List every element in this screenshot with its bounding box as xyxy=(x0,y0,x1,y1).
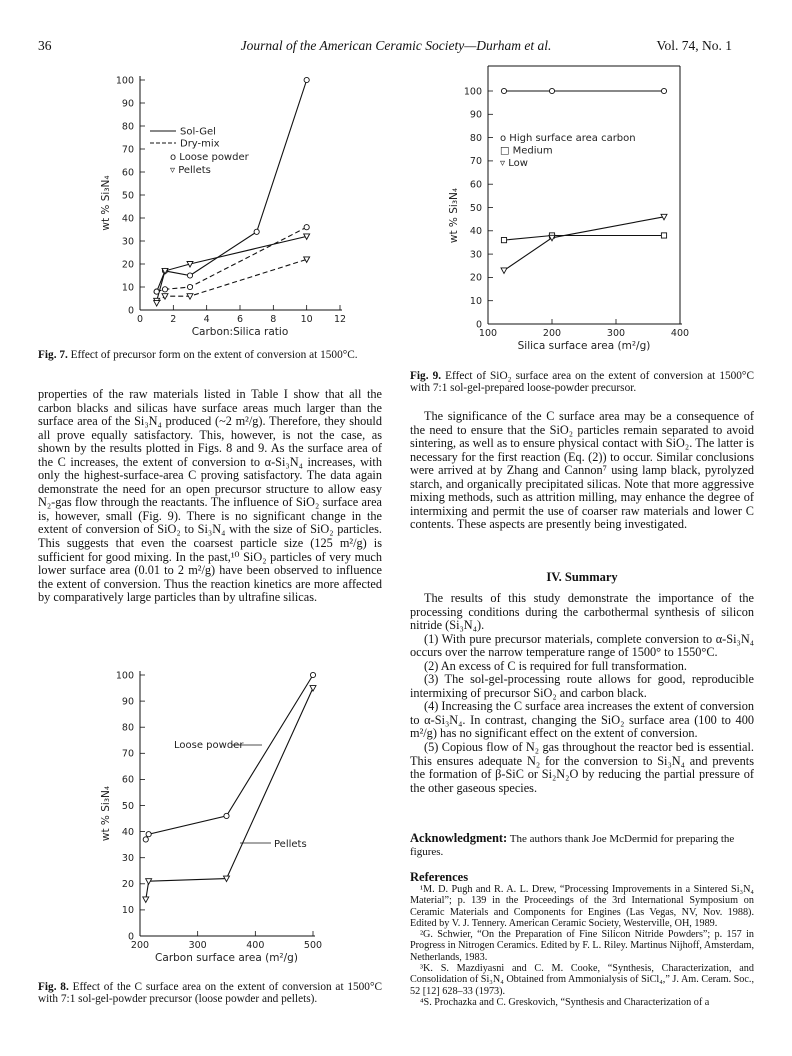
fig7-y-tick-label: 0 xyxy=(127,305,134,317)
fig7-series-line xyxy=(157,227,307,291)
references-heading: References xyxy=(410,870,469,884)
fig7-caption xyxy=(38,349,382,361)
fig7-caption-label: Fig. 7. xyxy=(38,349,68,361)
fig8-data-point xyxy=(143,897,149,903)
fig7-x-tick-label: 4 xyxy=(203,314,210,325)
fig9-legend-entry: ▿ Low xyxy=(500,158,528,169)
fig9-series-line xyxy=(504,217,664,271)
fig8-data-point xyxy=(224,813,229,818)
fig8-y-tick-label: 80 xyxy=(121,722,134,734)
summary-body xyxy=(410,592,754,795)
fig9-legend-entry: □ Medium xyxy=(500,145,553,157)
summary-item-2: (2) An excess of C is required for full transformation. xyxy=(424,658,687,673)
fig9-x-tick-label: 100 xyxy=(478,328,498,339)
fig7-y-tick-label: 60 xyxy=(121,167,134,179)
fig8-data-point xyxy=(310,672,315,677)
fig8-x-tick-label: 500 xyxy=(303,940,323,951)
fig9-y-tick-label: 20 xyxy=(469,272,482,284)
fig7-data-point xyxy=(304,225,309,230)
fig8-annotation-pellets: Pellets xyxy=(274,839,307,850)
fig9-y-axis-label: wt % Si₃N₄ xyxy=(448,187,460,244)
fig7-data-point xyxy=(304,77,309,82)
fig7-legend-entry: Sol-Gel xyxy=(180,126,216,138)
fig7-x-tick-label: 6 xyxy=(236,314,244,325)
acknowledgment-label: Acknowledgment: xyxy=(410,831,508,845)
fig7-series-line xyxy=(157,236,307,300)
fig7-legend-entry: ▿ Pellets xyxy=(170,165,211,176)
fig7-legend-entry: Dry-mix xyxy=(180,138,220,150)
fig7-x-tick-label: 10 xyxy=(300,314,313,325)
fig7-y-tick-label: 20 xyxy=(121,259,134,271)
fig7-y-axis-label: wt % Si₃N₄ xyxy=(100,175,112,231)
journal-running-title: Journal of the American Ceramic Society—Durham et al. xyxy=(240,38,552,53)
acknowledgment-text: The authors thank Joe McDermid for preparing the figures. xyxy=(410,833,735,858)
fig9-y-tick-label: 50 xyxy=(469,202,482,214)
reference-1: ¹M. D. Pugh and R. A. L. Drew, “Processing Improvements in a Sintered Si₃N₄ Material”; p. 139 in the Proceedings of the 3rd International Symposium on Ceramic Materials and Components for Engines (Las Vegas, NV, Nov. 1988). Edited by V. J. Tennery. American Ceramic Society, Westerville, OH, 1989. xyxy=(410,884,754,929)
summary-item-5: (5) Copious flow of N₂ gas throughout the reactor bed is essential. This ensures adequate N₂ for the conversion to Si₃N₄ and prevents the formation of β-SiC or Si₂N₂O by reducing the partial pressure of the other gaseous species. xyxy=(410,740,754,795)
fig8-caption xyxy=(38,981,382,1006)
fig8-y-tick-label: 20 xyxy=(121,879,134,891)
fig8-y-tick-label: 90 xyxy=(121,696,134,708)
fig9-y-tick-label: 0 xyxy=(475,319,482,331)
fig9-y-tick-label: 60 xyxy=(469,179,482,191)
fig9-series-line xyxy=(504,236,664,241)
right-body-text xyxy=(410,410,754,532)
fig9-y-tick-label: 70 xyxy=(469,156,482,168)
fig7-y-tick-label: 40 xyxy=(121,213,134,225)
fig9-data-point xyxy=(661,88,666,93)
fig8-plot xyxy=(100,670,322,964)
fig8-x-tick-label: 200 xyxy=(130,940,150,951)
fig9-plot xyxy=(448,66,689,352)
summary-item-3: (3) The sol-gel-processing route allows for good, reproducible intermixing of precursor SiO₂ and carbon black. xyxy=(410,672,754,700)
fig9-data-point xyxy=(501,88,506,93)
fig8-x-tick-label: 400 xyxy=(246,940,265,951)
summary-item-1: (1) With pure precursor materials, complete conversion to α-Si₃N₄ occurs over the narrow temperature range of 1500° to 1550°C. xyxy=(410,631,754,660)
reference-4: ⁴S. Prochazka and C. Greskovich, “Synthesis and Characterization of a xyxy=(420,996,710,1008)
fig9-x-tick-label: 200 xyxy=(542,328,562,339)
fig8-y-tick-label: 10 xyxy=(121,905,134,917)
fig9-legend xyxy=(500,133,636,169)
fig7-y-tick-label: 10 xyxy=(121,282,134,294)
fig8-data-point xyxy=(310,686,316,692)
right-paragraph: The significance of the C surface area may be a consequence of the need to ensure that the SiO₂ particles remain separated to avoid sintering, as well as to ensure physical contact with SiO₂. The latter is necessary for the first reaction (Eq. (2)) to occur. Similar conclusions were arrived at by Zhang and Cannon⁷ using lamp black, pyrolyzed starch, and organically precipitated silicas. Note that more aggressive mixing methods, such as attrition milling, may enhance the degree of intermixing and permit the use of coarser raw materials and lower C contents. These aspects are presently being investigated. xyxy=(410,409,754,532)
fig7-data-point xyxy=(162,287,167,292)
fig7-data-point xyxy=(254,229,259,234)
fig7-y-tick-label: 80 xyxy=(121,121,134,133)
fig7-x-tick-label: 2 xyxy=(170,314,177,325)
fig8-caption-text: Effect of the C surface area on the extent of conversion at 1500°C with 7:1 sol-gel-powder precursor (loose powder and pellets). xyxy=(38,981,383,1006)
fig8-y-tick-label: 60 xyxy=(121,774,134,786)
fig7-y-tick-label: 30 xyxy=(121,236,134,248)
fig7-plot xyxy=(100,75,346,338)
fig9-x-axis-label: Silica surface area (m²/g) xyxy=(517,340,651,352)
fig7-data-point xyxy=(187,284,192,289)
fig8-x-axis-label: Carbon surface area (m²/g) xyxy=(155,952,298,964)
fig9-x-tick-label: 300 xyxy=(606,328,626,339)
fig8-series-line xyxy=(146,675,313,839)
fig9-data-point xyxy=(501,238,506,243)
fig7-y-tick-label: 100 xyxy=(115,75,134,87)
fig9-caption-label: Fig. 9. xyxy=(410,370,442,382)
fig8-y-tick-label: 100 xyxy=(115,670,134,682)
fig9-data-point xyxy=(661,233,666,238)
fig7-x-tick-label: 0 xyxy=(136,314,144,325)
fig9-caption xyxy=(410,370,754,395)
fig9-y-tick-label: 10 xyxy=(469,296,482,307)
fig9-x-tick-label: 400 xyxy=(670,328,690,339)
references-list xyxy=(410,884,754,1008)
volume-issue: Vol. 74, No. 1 xyxy=(656,38,732,53)
fig7-legend xyxy=(150,127,250,177)
fig7-x-tick-label: 8 xyxy=(270,314,277,325)
fig7-x-axis-label: Carbon:Silica ratio xyxy=(191,326,289,338)
fig8-y-tick-label: 40 xyxy=(121,826,134,838)
fig8-y-tick-label: 50 xyxy=(121,800,134,812)
fig9-y-tick-label: 90 xyxy=(469,109,482,121)
fig7-y-tick-label: 70 xyxy=(121,144,134,156)
fig7-legend-entry: o Loose powder xyxy=(170,152,249,163)
fig8-data-point xyxy=(143,837,148,842)
fig8-data-point xyxy=(146,832,151,837)
fig8-annotations xyxy=(174,740,307,850)
reference-3: ³K. S. Mazdiyasni and C. M. Cooke, “Synthesis, Characterization, and Consolidation of Si₃N₄ Obtained from Ammonialysis of SiCl₄,” J. Am. Ceram. Soc., 52 [12] 628–33 (1973). xyxy=(410,963,754,997)
page-number: 36 xyxy=(38,38,52,53)
summary-heading: IV. Summary xyxy=(546,570,618,584)
fig8-y-tick-label: 30 xyxy=(121,853,134,864)
fig7-series-line xyxy=(157,80,307,292)
fig9-y-tick-label: 80 xyxy=(469,132,482,144)
fig9-data-point xyxy=(549,88,554,93)
fig9-y-tick-label: 100 xyxy=(463,86,482,98)
fig7-data-point xyxy=(154,289,159,294)
fig9-y-tick-label: 30 xyxy=(469,249,482,261)
fig9-legend-entry: o High surface area carbon xyxy=(500,133,636,144)
acknowledgment xyxy=(410,832,754,858)
fig7-data-point xyxy=(187,273,192,278)
fig8-x-tick-label: 300 xyxy=(188,940,207,951)
fig8-y-tick-label: 0 xyxy=(127,931,134,943)
summary-intro: The results of this study demonstrate the importance of the processing conditions during the carbothermal synthesis of silicon nitride (Si₃N₄). xyxy=(410,591,754,633)
fig8-annotation-loose-powder: Loose powder xyxy=(174,740,244,751)
fig7-y-tick-label: 50 xyxy=(121,190,134,202)
fig9-data-point xyxy=(501,268,507,274)
reference-2: ²G. Schwier, “On the Preparation of Fine Silicon Nitride Powders”; p. 157 in Progress in Nitrogen Ceramics. Edited by F. L. Riley. Martinus Nijhoff, Amsterdam, Netherlands, 1983. xyxy=(410,929,754,963)
fig7-data-point xyxy=(154,301,160,307)
left-paragraph: properties of the raw materials listed in Table I show that all the carbon blacks and silicas have surface areas much larger than the surface area of the Si₃N₄ produced (~2 m²/g). Therefore, they should all prove equally satisfactory. This, however, is not the case, as shown by the results plotted in Figs. 8 and 9. As the surface area of the C increases, the extent of conversion to α-Si₃N₄ increases, with only the highest-surface-area C proving satisfactory. The data again demonstrate the need for an open precursor structure to allow easy N₂-gas flow through the reactants. The influence of SiO₂ surface area is, however, small (Fig. 9). There is no significant change in the extent of conversion of SiO₂ to Si₃N₄ with the size of SiO₂ particles. This suggests that even the coarsest particle size (125 m²/g) is sufficient for good mixing. In the past,¹⁰ SiO₂ particles of very much lower surface area (0.01 to 2 m²/g) have been observed to influence the extent of conversion. Thus the reaction kinetics are more affected by comparatively large particles than by ultrafine silicas. xyxy=(38,387,382,605)
fig8-caption-label: Fig. 8. xyxy=(38,981,69,993)
fig8-y-axis-label: wt % Si₃N₄ xyxy=(100,785,112,842)
summary-item-4: (4) Increasing the C surface area increases the extent of conversion to α-Si₃N₄. In contrast, changing the SiO₂ surface area (100 to 400 m²/g) has no significant effect on the extent of conversion. xyxy=(410,699,754,741)
fig8-series-line xyxy=(146,688,313,900)
fig9-y-tick-label: 40 xyxy=(469,226,482,238)
fig7-caption-text: Effect of precursor form on the extent of conversion at 1500°C. xyxy=(70,349,358,361)
fig7-x-tick-label: 12 xyxy=(333,314,347,325)
fig7-y-tick-label: 90 xyxy=(121,98,134,110)
fig8-y-tick-label: 70 xyxy=(121,748,134,760)
left-body-text xyxy=(38,388,382,605)
fig9-caption-text: Effect of SiO₂ surface area on the extent of conversion at 1500°C with 7:1 sol-gel-prepared loose-powder precursor. xyxy=(410,370,754,395)
